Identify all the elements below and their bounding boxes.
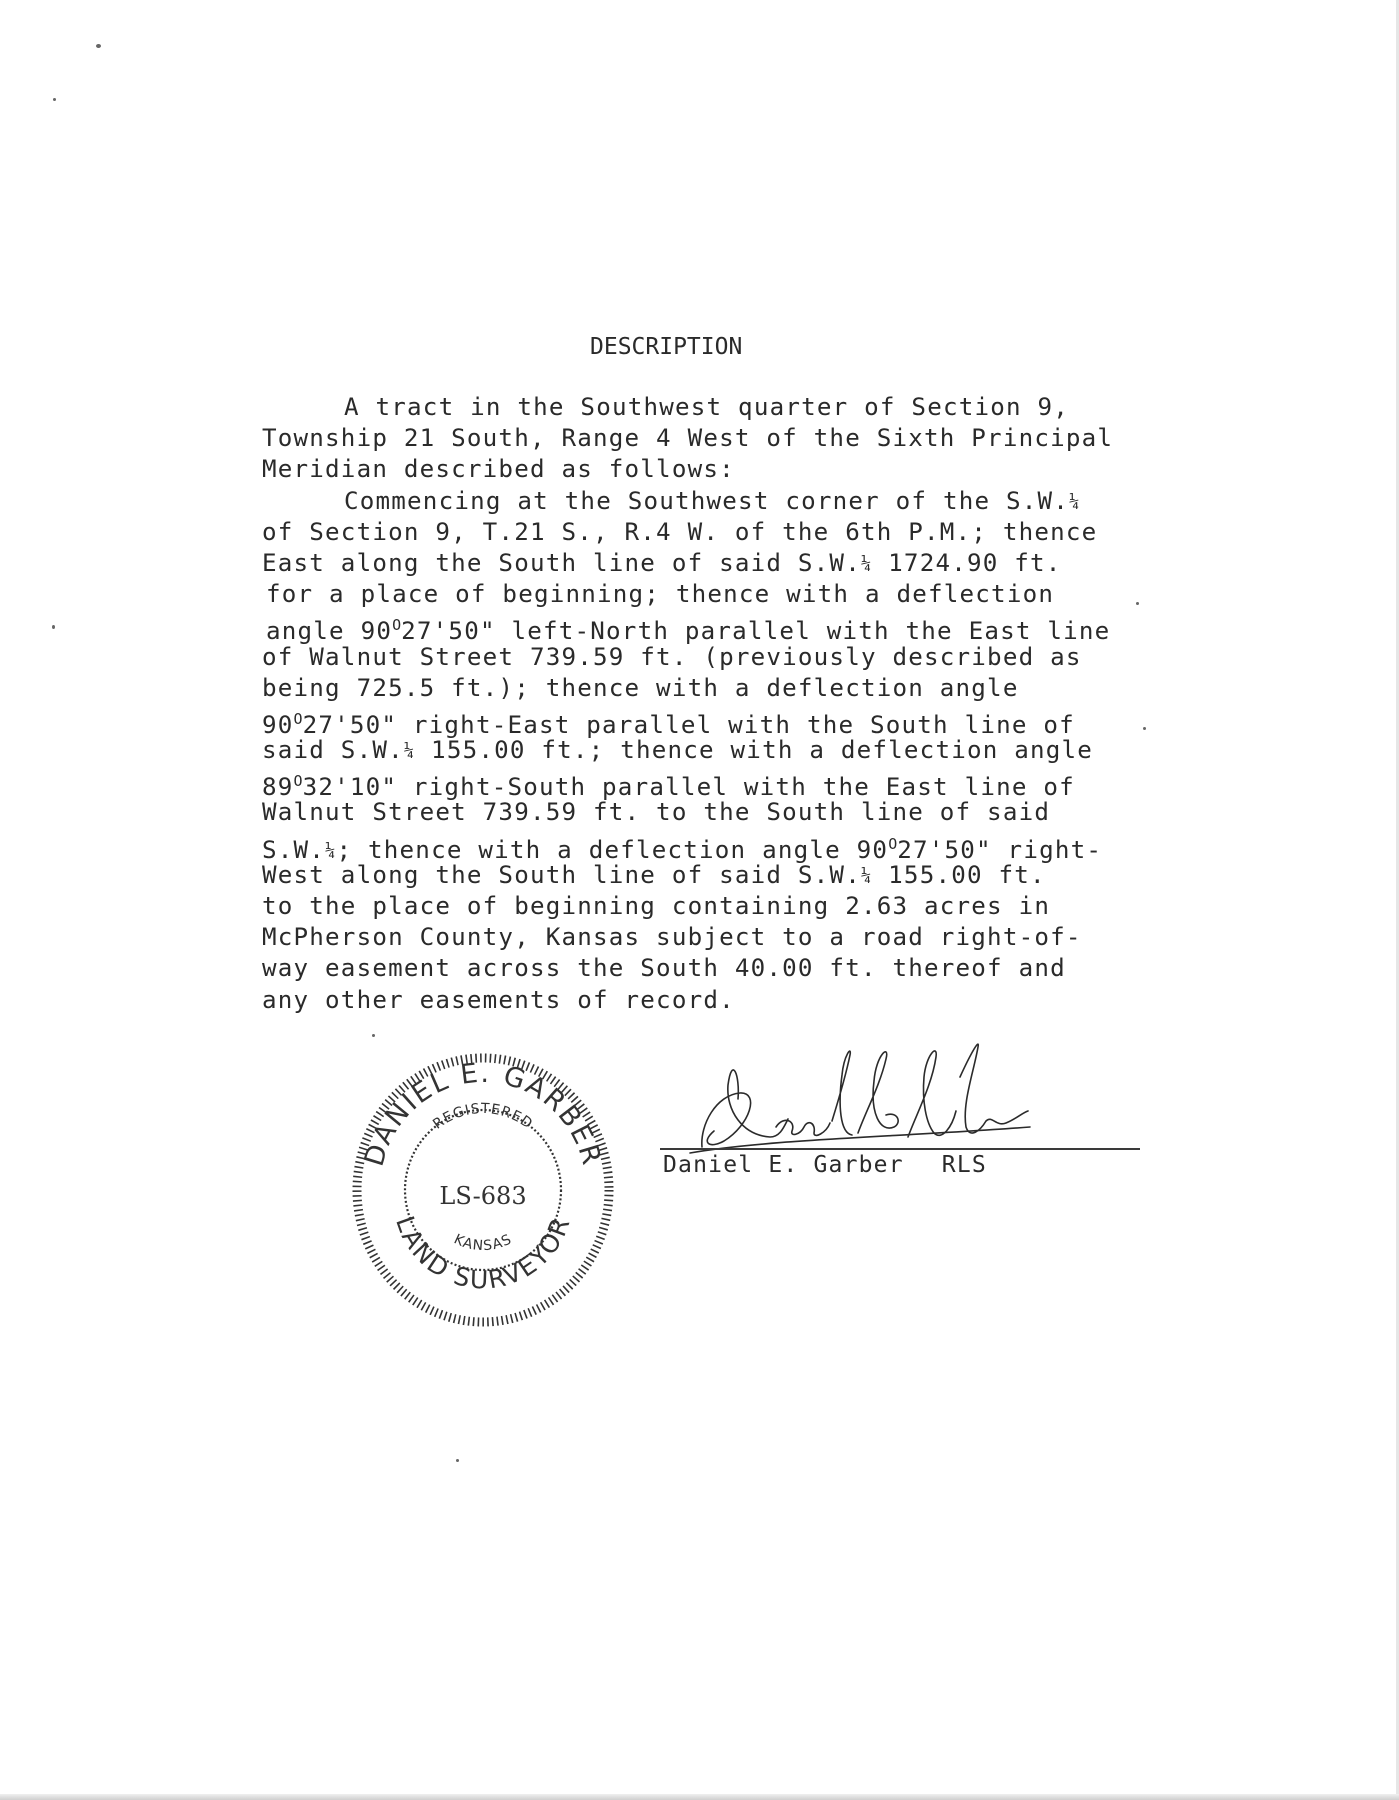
surveyor-seal-stamp	[348, 1042, 618, 1332]
scan-speck	[53, 98, 56, 101]
text-line	[262, 922, 1162, 953]
text-run: said S.W.	[262, 736, 404, 765]
text-run: ; thence with a deflection angle 90	[336, 835, 889, 864]
text-run: 1724.90 ft.	[872, 548, 1062, 577]
text-line	[262, 423, 1162, 454]
text-line	[262, 860, 1162, 891]
degree-mark: O	[888, 834, 898, 853]
scan-speck	[52, 625, 55, 629]
text-line	[262, 735, 1162, 766]
text-run: S.W.	[262, 835, 326, 864]
text-line	[262, 548, 1162, 579]
fraction-quarter: ¼	[1069, 491, 1081, 512]
text-run: of Walnut Street 739.59 ft. (previously described as	[262, 642, 1082, 671]
text-line	[262, 579, 1162, 610]
text-line	[262, 953, 1162, 984]
fraction-quarter: ¼	[860, 553, 873, 574]
text-run: 27'50" left-North parallel with the East line	[401, 617, 1111, 646]
signature-mark	[680, 1015, 1040, 1165]
text-line	[262, 985, 1162, 1016]
text-run: East along the South line of said S.W.	[262, 548, 861, 577]
text-run: 32'10" right-South parallel with the East line of	[302, 773, 1075, 802]
text-line	[262, 797, 1162, 828]
text-run: Walnut Street 739.59 ft. to the South line of said	[262, 798, 1051, 827]
seal-state-text: KANSAS	[451, 1231, 515, 1255]
page-title: DESCRIPTION	[590, 334, 743, 360]
signer-block	[663, 1152, 987, 1178]
text-line	[262, 891, 1162, 922]
scan-speck	[372, 1034, 375, 1037]
text-line	[262, 610, 1162, 646]
text-run: 27'50" right-	[897, 835, 1103, 864]
signature-stroke	[728, 1070, 788, 1137]
text-run: 89	[262, 773, 294, 802]
text-line	[262, 486, 1162, 517]
legal-description	[262, 392, 1162, 1016]
text-run: of Section 9, T.21 S., R.4 W. of the 6th P.M.; thence	[262, 517, 1098, 546]
text-run: being 725.5 ft.); thence with a deflection angle	[262, 673, 1019, 702]
seal-registered-text: REGISTERED	[430, 1100, 536, 1133]
text-run: 155.00 ft.	[872, 860, 1046, 889]
fraction-quarter: ¼	[403, 741, 416, 762]
text-line	[262, 454, 1162, 485]
text-run: angle 90	[266, 617, 393, 646]
text-line	[262, 642, 1162, 673]
scan-edge-bottom	[0, 1794, 1399, 1800]
signature-stroke	[908, 1051, 956, 1137]
seal-license-number: LS-683	[439, 1182, 527, 1210]
degree-mark: O	[392, 616, 402, 635]
signer-name: Daniel E. Garber	[663, 1152, 904, 1178]
fraction-quarter: ¼	[860, 865, 873, 886]
degree-mark: O	[293, 772, 303, 791]
text-line	[262, 392, 1162, 423]
degree-mark: O	[293, 709, 303, 728]
text-run: West along the South line of said S.W.	[262, 860, 861, 889]
text-run: Meridian described as follows:	[262, 455, 735, 484]
text-run: for a place of beginning; thence with a deflection	[266, 580, 1055, 609]
scan-speck	[96, 44, 101, 48]
text-run: McPherson County, Kansas subject to a road right-of-	[262, 923, 1082, 952]
text-run: Township 21 South, Range 4 West of the Sixth Principal	[262, 424, 1114, 453]
text-run: A tract in the Southwest quarter of Section 9,	[344, 393, 1070, 421]
signature-stroke	[858, 1052, 898, 1133]
text-run: 27'50" right-East parallel with the South line of	[302, 710, 1075, 739]
text-run: 90	[262, 710, 294, 739]
text-line	[262, 673, 1162, 704]
seal-top-text: DANIEL E. GARBER	[358, 1057, 608, 1170]
scan-speck	[456, 1459, 459, 1462]
signature-stroke	[960, 1044, 1028, 1133]
fraction-quarter: ¼	[325, 840, 337, 861]
text-line	[262, 829, 1162, 864]
signer-credential: RLS	[941, 1152, 987, 1178]
signature-stroke	[702, 1093, 751, 1147]
seal-bottom-text: LAND SURVEYOR	[390, 1212, 577, 1295]
signature-line	[660, 1148, 1140, 1150]
signature-stroke	[832, 1051, 852, 1135]
text-line	[262, 704, 1162, 739]
text-line	[262, 517, 1162, 548]
text-run: 155.00 ft.; thence with a deflection angle	[415, 736, 1094, 765]
text-run: Commencing at the Southwest corner of the S.W.	[344, 486, 1070, 515]
text-run: any other easements of record.	[262, 985, 735, 1014]
text-run: to the place of beginning containing 2.63 acres in	[262, 892, 1051, 920]
text-line	[262, 766, 1162, 802]
text-run: way easement across the South 40.00 ft. thereof and	[262, 954, 1066, 983]
